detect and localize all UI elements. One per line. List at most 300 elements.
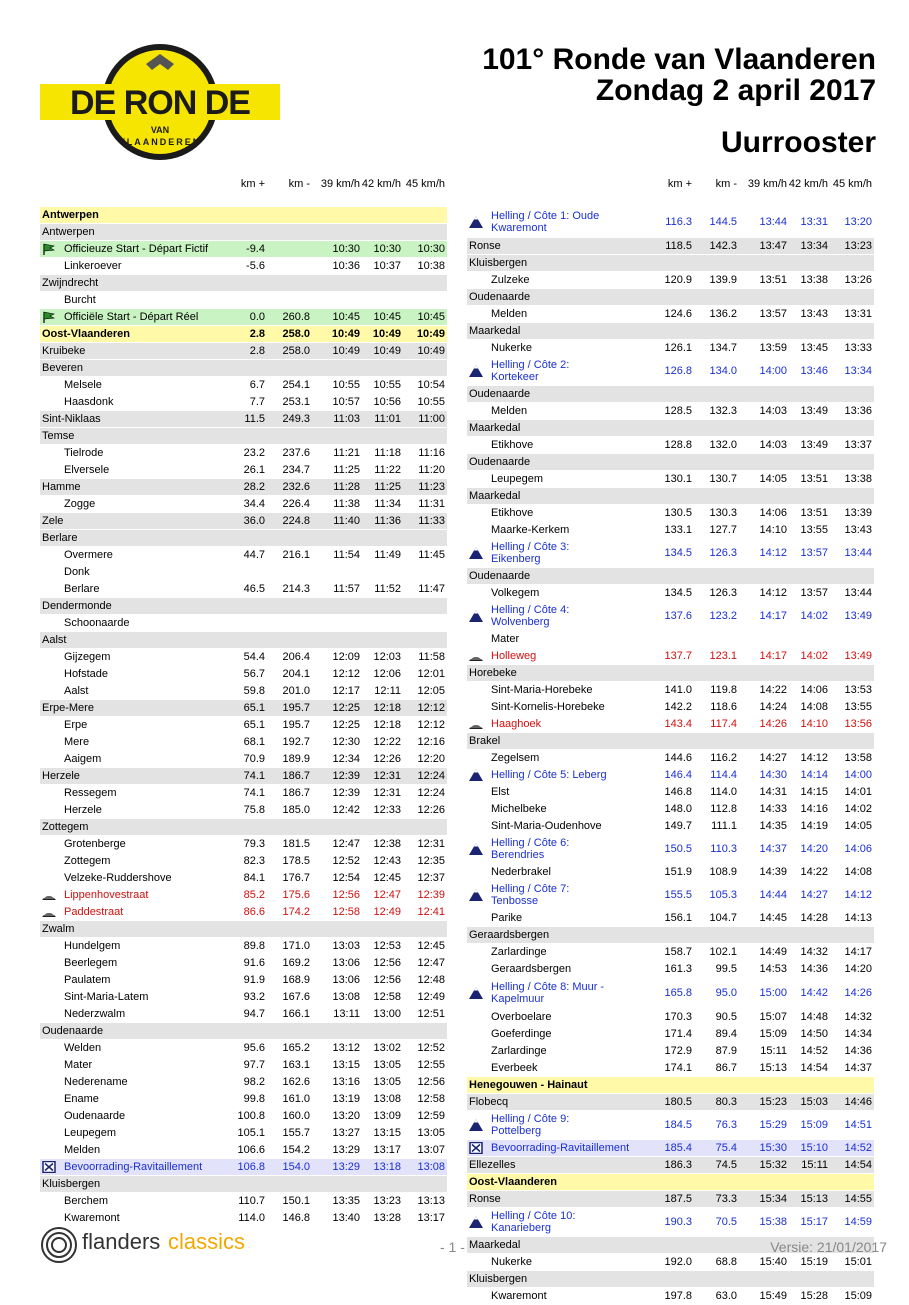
climb-icon [469, 365, 483, 377]
km-minus: 142.3 [709, 240, 737, 252]
time-42kmh: 13:05 [373, 1076, 401, 1088]
time-45kmh: 14:36 [844, 1045, 872, 1057]
schedule-row-prov [40, 207, 447, 224]
schedule-row-place [40, 1108, 447, 1125]
time-42kmh: 10:49 [372, 328, 401, 340]
time-45kmh: 13:23 [844, 240, 872, 252]
km-minus: 186.7 [282, 770, 310, 782]
time-39kmh: 13:08 [332, 991, 360, 1003]
km-minus: 154.0 [282, 1161, 310, 1173]
km-minus: 160.0 [282, 1110, 310, 1122]
location-name: Maarkedal [469, 1239, 521, 1251]
time-45kmh: 15:09 [844, 1290, 872, 1302]
schedule-row-feed [467, 1140, 874, 1157]
schedule-row-place [40, 649, 447, 666]
km-minus: 216.1 [282, 549, 310, 561]
time-39kmh: 15:00 [759, 987, 787, 999]
schedule-row-place [467, 471, 874, 488]
flag-icon [42, 311, 56, 323]
time-39kmh: 14:45 [759, 912, 787, 924]
km-minus: 126.3 [709, 587, 737, 599]
location-name: Ronse [469, 240, 501, 252]
time-42kmh: 11:22 [374, 464, 401, 476]
time-39kmh: 12:25 [332, 719, 360, 731]
time-39kmh: 14:17 [759, 610, 787, 622]
km-minus: 126.3 [709, 547, 737, 559]
schedule-row-place [40, 581, 447, 598]
time-42kmh: 14:12 [800, 752, 828, 764]
time-42kmh: 11:25 [374, 481, 401, 493]
km-minus: 118.6 [710, 701, 737, 713]
time-42kmh: 12:03 [373, 651, 401, 663]
time-39kmh: 15:49 [759, 1290, 787, 1302]
time-45kmh: 14:26 [844, 987, 872, 999]
time-42kmh: 11:01 [374, 413, 401, 425]
climb-icon [469, 1119, 483, 1131]
km-plus: 106.8 [237, 1161, 265, 1173]
time-42kmh: 12:56 [373, 957, 401, 969]
km-plus: 114.0 [238, 1212, 265, 1224]
time-42kmh: 14:32 [800, 946, 828, 958]
time-39kmh: 13:15 [332, 1059, 360, 1071]
time-39kmh: 11:21 [333, 447, 360, 459]
location-name: Zogge [64, 498, 96, 510]
schedule-row-place [467, 818, 874, 835]
col-header-42kmh: 42 km/h [788, 178, 828, 190]
schedule-row-place [40, 853, 447, 870]
version-label: Versie: 21/01/2017 [770, 1239, 887, 1255]
km-plus: 137.6 [664, 610, 692, 622]
time-42kmh: 12:33 [373, 804, 401, 816]
location-name: Sint-Kornelis-Horebeke [491, 701, 605, 713]
km-minus: 185.0 [282, 804, 310, 816]
time-39kmh: 14:06 [759, 507, 787, 519]
km-minus: 114.4 [710, 769, 737, 781]
km-plus: 11.5 [244, 413, 265, 425]
schedule-row-place [40, 1125, 447, 1142]
location-name: Dendermonde [42, 600, 112, 612]
km-minus: 168.9 [282, 974, 310, 986]
km-minus: 189.9 [282, 753, 310, 765]
km-plus: 146.4 [664, 769, 692, 781]
time-45kmh: 12:24 [417, 787, 445, 799]
time-45kmh: 12:16 [417, 736, 445, 748]
time-45kmh: 13:08 [417, 1161, 445, 1173]
schedule-row-place [467, 910, 874, 927]
time-39kmh: 14:03 [759, 439, 787, 451]
title-line-2: Zondag 2 april 2017 [595, 74, 876, 107]
time-39kmh: 12:17 [332, 685, 360, 697]
schedule-row-place [467, 340, 874, 357]
time-45kmh: 13:13 [417, 1195, 445, 1207]
time-45kmh: 11:00 [418, 413, 445, 425]
time-45kmh: 13:05 [417, 1127, 445, 1139]
location-name: Gijzegem [64, 651, 111, 663]
col-header-45kmh: 45 km/h [832, 178, 872, 190]
km-minus: 234.7 [282, 464, 310, 476]
location-name: Overmere [64, 549, 113, 561]
schedule-row-place [467, 801, 874, 818]
km-minus: 154.2 [282, 1144, 310, 1156]
brand-classics: classics [168, 1229, 246, 1254]
location-name: Nederename [64, 1076, 128, 1088]
km-minus: 119.8 [710, 684, 737, 696]
location-name: Kluisbergen [469, 1273, 528, 1285]
km-plus: 116.3 [665, 216, 692, 228]
time-45kmh: 12:41 [417, 906, 445, 918]
time-45kmh: 14:20 [844, 963, 872, 975]
km-plus: 185.4 [664, 1142, 692, 1154]
location-name: Zarlardinge [491, 946, 547, 958]
time-42kmh: 14:27 [800, 889, 828, 901]
schedule-row-climb [467, 767, 874, 784]
time-42kmh: 14:20 [800, 843, 828, 855]
time-42kmh: 15:28 [800, 1290, 828, 1302]
location-name: Donk [64, 566, 90, 578]
time-39kmh: 11:03 [333, 413, 360, 425]
time-39kmh: 13:47 [759, 240, 787, 252]
km-plus: 97.7 [243, 1059, 265, 1071]
time-39kmh: 10:36 [332, 260, 360, 272]
time-45kmh: 14:00 [844, 769, 872, 781]
location-name: Helling / Côte 6: Berendries [491, 837, 570, 861]
km-plus: 23.2 [243, 447, 265, 459]
time-39kmh: 12:34 [332, 753, 360, 765]
km-plus: 192.0 [664, 1256, 692, 1268]
km-minus: 224.8 [282, 515, 310, 527]
location-name: Melden [491, 405, 528, 417]
km-plus: 74.1 [243, 787, 265, 799]
time-42kmh: 13:28 [373, 1212, 401, 1224]
time-42kmh: 12:11 [374, 685, 401, 697]
location-name: Leupegem [64, 1127, 116, 1139]
time-39kmh: 15:13 [759, 1062, 787, 1074]
km-plus: 128.5 [664, 405, 692, 417]
time-45kmh: 12:56 [417, 1076, 445, 1088]
col-header-42kmh: 42 km/h [361, 178, 401, 190]
location-name: Henegouwen - Hainaut [469, 1079, 588, 1091]
km-plus: 184.5 [664, 1119, 692, 1131]
time-45kmh: 13:36 [844, 405, 872, 417]
location-name: Oudenaarde [64, 1110, 126, 1122]
location-name: Officieuze Start - Départ Fictif [64, 243, 209, 255]
km-plus: 190.3 [664, 1216, 692, 1228]
time-45kmh: 13:34 [844, 365, 872, 377]
time-39kmh: 10:55 [332, 379, 360, 391]
time-42kmh: 13:02 [373, 1042, 401, 1054]
km-minus: 253.1 [282, 396, 310, 408]
km-minus: 105.3 [709, 889, 737, 901]
km-minus: 176.7 [282, 872, 310, 884]
schedule-row-climb [467, 1208, 874, 1237]
schedule-row-climb [467, 357, 874, 386]
location-name: Berlare [64, 583, 100, 595]
km-minus: 186.7 [282, 787, 310, 799]
time-39kmh: 12:09 [332, 651, 360, 663]
time-39kmh: 12:39 [332, 787, 360, 799]
time-39kmh: 15:23 [759, 1096, 787, 1108]
km-minus: 132.3 [709, 405, 737, 417]
km-minus: 116.2 [710, 752, 737, 764]
location-name: Temse [42, 430, 75, 442]
km-plus: 6.7 [249, 379, 265, 391]
location-name: Ressegem [64, 787, 117, 799]
time-45kmh: 12:12 [417, 702, 445, 714]
location-name: Ename [64, 1093, 99, 1105]
location-name: Beerlegem [64, 957, 118, 969]
time-42kmh: 15:11 [801, 1159, 828, 1171]
location-name: Kluisbergen [469, 257, 528, 269]
schedule-row-place [467, 682, 874, 699]
time-42kmh: 13:09 [373, 1110, 401, 1122]
location-name: Hofstade [64, 668, 109, 680]
time-45kmh: 14:51 [844, 1119, 872, 1131]
km-plus: 137.7 [664, 650, 692, 662]
km-plus: 74.1 [243, 770, 265, 782]
schedule-row-start [40, 241, 447, 258]
time-45kmh: 13:20 [844, 216, 872, 228]
location-name: Zele [42, 515, 64, 527]
schedule-row-place [40, 564, 447, 581]
time-45kmh: 12:12 [417, 719, 445, 731]
km-minus: 74.5 [715, 1159, 737, 1171]
location-name: Etikhove [491, 439, 534, 451]
time-42kmh: 13:15 [373, 1127, 401, 1139]
time-39kmh: 14:12 [759, 547, 787, 559]
location-name: Hundelgem [64, 940, 121, 952]
km-minus: 192.7 [282, 736, 310, 748]
km-plus: 85.2 [243, 889, 265, 901]
time-39kmh: 14:37 [759, 843, 787, 855]
km-plus: 187.5 [664, 1193, 692, 1205]
time-39kmh: 13:03 [332, 940, 360, 952]
time-39kmh: 14:24 [759, 701, 787, 713]
location-name: Paulatem [64, 974, 111, 986]
schedule-row-place [40, 1091, 447, 1108]
km-minus: 112.8 [710, 803, 737, 815]
km-minus: 258.0 [282, 328, 310, 340]
km-minus: 134.0 [709, 365, 737, 377]
time-45kmh: 14:32 [844, 1011, 872, 1023]
location-name: Everbeek [491, 1062, 538, 1074]
location-name: Bevoorrading-Ravitaillement [64, 1161, 203, 1173]
schedule-row-muni [467, 1271, 874, 1288]
schedule-row-muni [40, 530, 447, 547]
schedule-row-place [40, 972, 447, 989]
schedule-row-muni [467, 386, 874, 403]
km-plus: 130.1 [664, 473, 692, 485]
km-minus: 254.1 [282, 379, 310, 391]
time-45kmh: 13:55 [844, 701, 872, 713]
col-header-45kmh: 45 km/h [405, 178, 445, 190]
schedule-row-place [467, 437, 874, 454]
schedule-row-place [40, 870, 447, 887]
km-plus: 91.6 [243, 957, 265, 969]
climb-icon [469, 610, 483, 622]
time-42kmh: 14:15 [800, 786, 828, 798]
km-plus: 93.2 [243, 991, 265, 1003]
km-minus: 73.3 [715, 1193, 737, 1205]
time-45kmh: 13:38 [844, 473, 872, 485]
schedule-row-muni [40, 921, 447, 938]
cobblestone-icon [42, 906, 56, 918]
location-name: Nederzwalm [64, 1008, 126, 1020]
time-42kmh: 13:49 [800, 439, 828, 451]
location-name: Elversele [64, 464, 110, 476]
time-42kmh: 13:34 [800, 240, 828, 252]
location-name: Helling / Côte 5: Leberg [491, 769, 607, 781]
svg-text:DE RON DE: DE RON DE [70, 84, 250, 122]
time-45kmh: 14:01 [844, 786, 872, 798]
km-minus: 174.2 [282, 906, 310, 918]
km-minus: 249.3 [282, 413, 310, 425]
feed-zone-icon [469, 1142, 483, 1154]
km-plus: 65.1 [243, 702, 265, 714]
schedule-row-place [467, 1288, 874, 1305]
location-name: Tielrode [64, 447, 104, 459]
location-name: Volkegem [491, 587, 540, 599]
km-plus: 75.8 [243, 804, 265, 816]
climb-icon [469, 1216, 483, 1228]
time-45kmh: 12:01 [417, 668, 445, 680]
time-42kmh: 14:28 [800, 912, 828, 924]
time-39kmh: 13:19 [332, 1093, 360, 1105]
km-plus: 155.5 [664, 889, 692, 901]
schedule-row-muni [467, 1157, 874, 1174]
km-plus: 165.8 [664, 987, 692, 999]
time-42kmh: 12:06 [373, 668, 401, 680]
time-45kmh: 12:51 [417, 1008, 445, 1020]
time-45kmh: 12:20 [417, 753, 445, 765]
km-minus: 181.5 [282, 838, 310, 850]
schedule-row-place [40, 1006, 447, 1023]
time-42kmh: 14:52 [800, 1045, 828, 1057]
km-minus: 63.0 [715, 1290, 737, 1302]
schedule-row-muni [40, 700, 447, 717]
location-name: Helling / Côte 7: Tenbosse [491, 883, 570, 907]
km-minus: 214.3 [282, 583, 310, 595]
km-minus: 90.5 [715, 1011, 737, 1023]
km-minus: 104.7 [709, 912, 737, 924]
page-number: - 1 - [440, 1239, 465, 1255]
time-39kmh: 15:29 [759, 1119, 787, 1131]
schedule-row-place [467, 784, 874, 801]
km-minus: 167.6 [282, 991, 310, 1003]
time-45kmh: 13:31 [844, 308, 872, 320]
location-name: Welden [64, 1042, 102, 1054]
schedule-row-place [40, 445, 447, 462]
location-name: Helling / Côte 1: Oude Kwaremont [491, 210, 600, 234]
location-name: Nukerke [491, 342, 532, 354]
schedule-row-climb [467, 207, 874, 238]
schedule-row-climb [467, 881, 874, 910]
km-minus: 111.1 [711, 820, 737, 832]
time-42kmh: 13:49 [800, 405, 828, 417]
schedule-row-muni [467, 927, 874, 944]
time-39kmh: 12:39 [332, 770, 360, 782]
ronde-logo [40, 40, 280, 160]
km-minus: 195.7 [282, 702, 310, 714]
time-39kmh: 12:30 [332, 736, 360, 748]
location-name: Oudenaarde [469, 456, 531, 468]
location-name: Nukerke [491, 1256, 532, 1268]
km-plus: 120.9 [664, 274, 692, 286]
time-42kmh: 10:49 [373, 345, 401, 357]
time-42kmh: 14:06 [800, 684, 828, 696]
cobblestone-icon [42, 889, 56, 901]
schedule-row-place [40, 751, 447, 768]
schedule-row-place [40, 496, 447, 513]
time-42kmh: 14:36 [800, 963, 828, 975]
time-45kmh: 13:44 [844, 587, 872, 599]
km-minus: 169.2 [282, 957, 310, 969]
schedule-row-muni [40, 360, 447, 377]
schedule-row-muni [467, 665, 874, 682]
time-42kmh: 12:53 [373, 940, 401, 952]
km-plus: 146.8 [664, 786, 692, 798]
schedule-row-muni [40, 632, 447, 649]
time-39kmh: 13:27 [332, 1127, 360, 1139]
km-plus: 143.4 [664, 718, 692, 730]
time-42kmh: 12:49 [373, 906, 401, 918]
schedule-row-place [467, 585, 874, 602]
schedule-row-place [467, 522, 874, 539]
time-42kmh: 11:49 [374, 549, 401, 561]
schedule-row-climb [467, 602, 874, 631]
time-42kmh: 13:55 [800, 524, 828, 536]
time-39kmh: 10:49 [332, 345, 360, 357]
time-42kmh: 13:45 [800, 342, 828, 354]
km-minus: 80.3 [715, 1096, 737, 1108]
location-name: Melsele [64, 379, 102, 391]
time-45kmh: 13:58 [844, 752, 872, 764]
time-42kmh: 13:08 [373, 1093, 401, 1105]
schedule-row-place [40, 717, 447, 734]
time-45kmh: 11:58 [418, 651, 445, 663]
location-name: Geraardsbergen [469, 929, 550, 941]
location-name: Horebeke [469, 667, 517, 679]
km-plus: 7.7 [249, 396, 265, 408]
location-name: Oudenaarde [42, 1025, 104, 1037]
time-45kmh: 14:08 [844, 866, 872, 878]
schedule-row-place [40, 258, 447, 275]
climb-icon [469, 843, 483, 855]
time-42kmh: 13:57 [800, 547, 828, 559]
time-42kmh: 13:51 [800, 507, 828, 519]
brand-flanders: flanders [82, 1229, 161, 1254]
location-name: Michelbeke [491, 803, 547, 815]
time-39kmh: 15:32 [759, 1159, 787, 1171]
km-minus: 123.2 [709, 610, 737, 622]
location-name: Oost-Vlaanderen [469, 1176, 558, 1188]
location-name: Erpe-Mere [42, 702, 94, 714]
time-45kmh: 14:52 [844, 1142, 872, 1154]
time-42kmh: 11:52 [374, 583, 401, 595]
location-name: Antwerpen [42, 209, 99, 221]
schedule-row-place [40, 666, 447, 683]
time-39kmh: 14:17 [759, 650, 787, 662]
time-42kmh: 10:55 [373, 379, 401, 391]
time-39kmh: 13:35 [332, 1195, 360, 1207]
schedule-row-place [467, 944, 874, 961]
time-42kmh: 12:43 [373, 855, 401, 867]
schedule-row-place [40, 802, 447, 819]
schedule-row-place [40, 1074, 447, 1091]
km-minus: 134.7 [709, 342, 737, 354]
location-name: Bevoorrading-Ravitaillement [491, 1142, 630, 1154]
km-minus: 130.3 [709, 507, 737, 519]
schedule-row-place [40, 785, 447, 802]
